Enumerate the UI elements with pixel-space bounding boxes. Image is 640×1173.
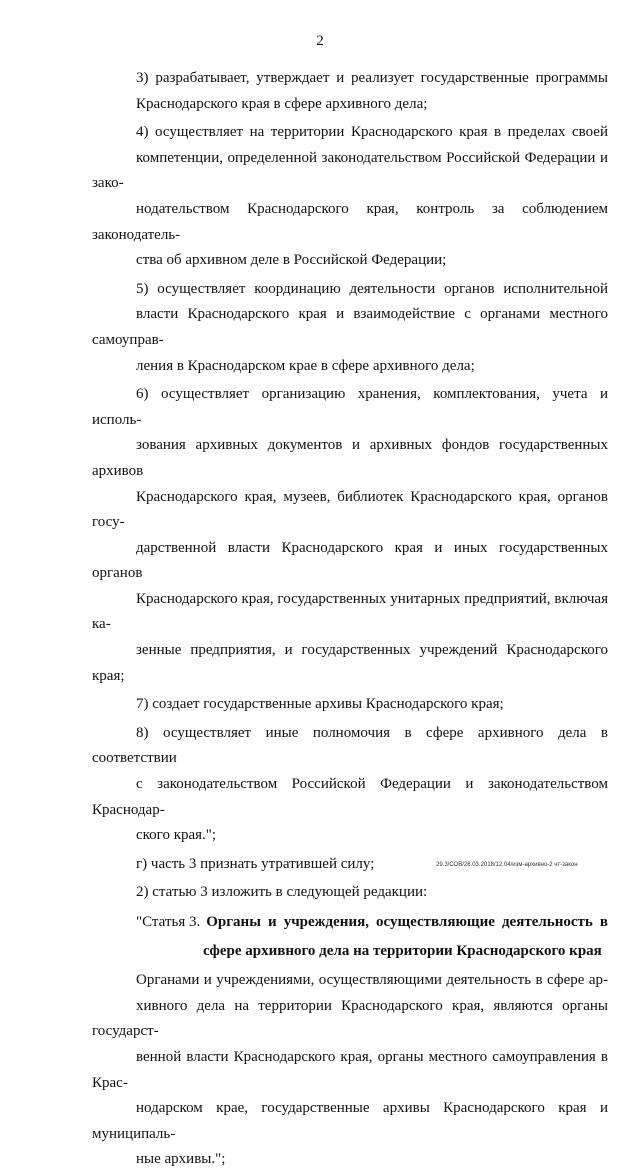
article-title-line: сфере архивного дела на территории Краснодарского края <box>203 942 602 959</box>
paragraph-item-8 <box>92 721 608 849</box>
paragraph-item-6 <box>92 382 608 689</box>
text-line: ства об архивном деле в Российской Федерации; <box>136 252 447 269</box>
text-line: Краснодарского края в сфере архивного дела; <box>136 95 428 112</box>
text-line: 3) разрабатывает, утверждает и реализует государственные программы <box>136 70 608 86</box>
article-heading <box>92 910 608 964</box>
text-line: 6) осуществляет организацию хранения, комплектования, учета и исполь- <box>92 386 608 428</box>
paragraph-item-4 <box>92 120 608 274</box>
text-line: 7) создает государственные архивы Краснодарского края; <box>136 696 504 713</box>
text-line: ные архивы."; <box>136 1151 226 1168</box>
text-line: власти Краснодарского края и взаимодействие с органами местного самоуправ- <box>92 306 608 348</box>
text-line: 4) осуществляет на территории Краснодарского края в пределах своей <box>136 124 608 141</box>
document-code: 29.3/СОВ/26.03.2018/12.04/изм-архивно-2 чт-закон <box>436 862 578 868</box>
article-number: "Статья 3. <box>136 914 201 930</box>
text-line: хивного дела на территории Краснодарского края, являются органы государст- <box>92 997 608 1040</box>
text-line: 2) статью 3 изложить в следующей редакции: <box>136 884 428 901</box>
article-title-line: Органы и учреждения, осуществляющие деятельность в <box>206 914 608 930</box>
text-line: нодарском крае, государственные архивы Краснодарского края и муниципаль- <box>92 1100 608 1142</box>
article-heading-line <box>92 910 608 936</box>
text-line: ления в Краснодарском крае в сфере архивного дела; <box>136 357 475 374</box>
text-line: 8) осуществляет иные полномочия в сфере архивного дела в соответствии <box>92 724 608 767</box>
paragraph-item-7 <box>92 692 608 718</box>
text-line: дарственной власти Краснодарского края и иных государственных органов <box>92 539 608 582</box>
text-line: г) часть 3 признать утратившей силу; <box>136 855 375 872</box>
text-line: зенные предприятия, и государственных учреждений Краснодарского края; <box>92 642 608 684</box>
text-line: 5) осуществляет координацию деятельности органов исполнительной <box>136 280 608 297</box>
paragraph-item-2 <box>92 880 608 906</box>
text-line: нодательством Краснодарского края, контроль за соблюдением законодатель- <box>92 200 608 243</box>
article-body <box>92 968 608 1173</box>
text-line: Краснодарского края, музеев, библиотек Краснодарского края, органов госу- <box>92 488 608 531</box>
text-line: компетенции, определенной законодательством Российской Федерации и зако- <box>92 149 608 192</box>
text-line: Органами и учреждениями, осуществляющими деятельность в сфере ар- <box>136 972 608 989</box>
text-line: с законодательством Российской Федерации и законодательством Краснодар- <box>92 776 608 818</box>
text-line: венной власти Краснодарского края, органы местного самоуправления в Крас- <box>92 1048 608 1091</box>
text-line: Краснодарского края, государственных унитарных предприятий, включая ка- <box>92 590 608 633</box>
document-body <box>92 66 608 1173</box>
paragraph-item-3 <box>92 66 608 117</box>
text-line: зования архивных документов и архивных фондов государственных архивов <box>92 437 608 479</box>
text-line: ского края."; <box>136 827 217 844</box>
paragraph-item-5 <box>92 277 608 379</box>
page-number: 2 <box>316 33 324 49</box>
